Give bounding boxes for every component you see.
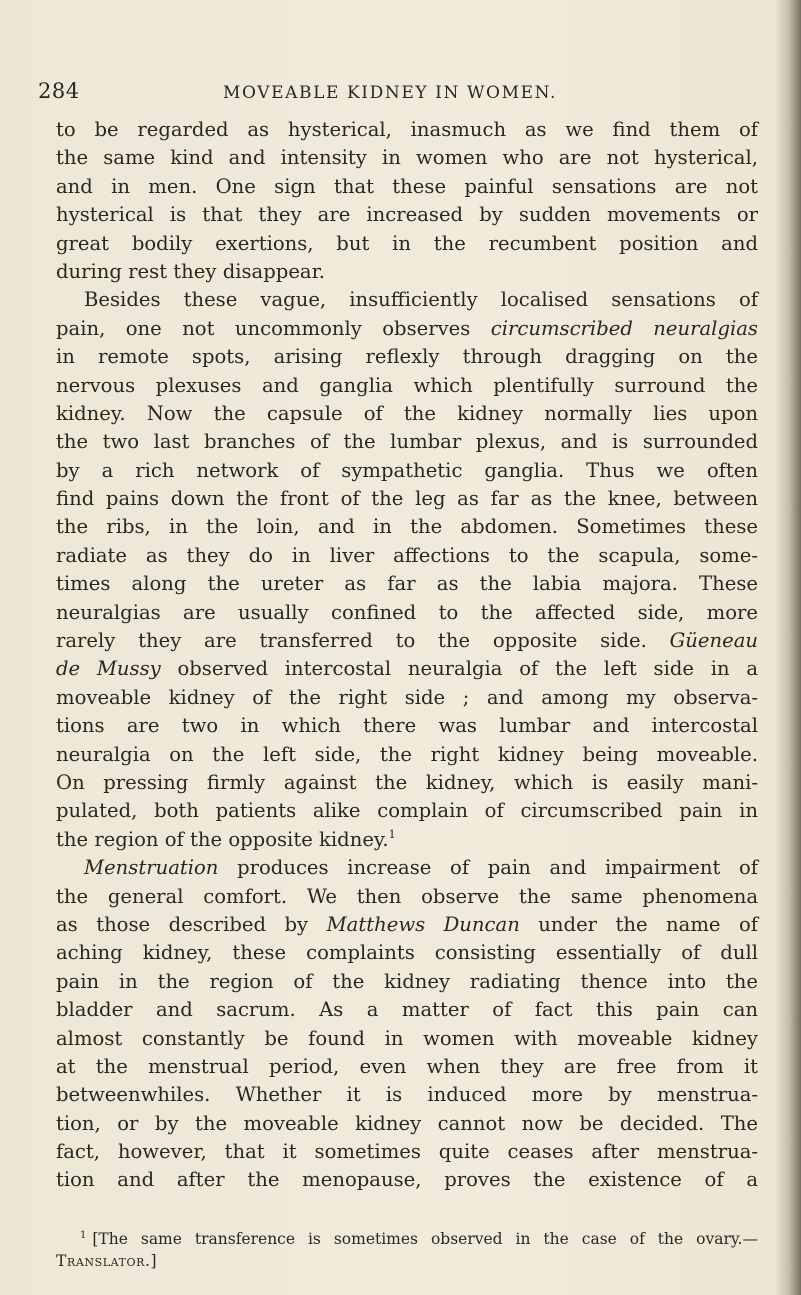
page-number: 284 (38, 79, 80, 103)
footnote-text: [The same transference is sometimes observed in the case of the ovary.— (92, 1230, 758, 1248)
text-line (56, 627, 758, 655)
text-line: pain in the region of the kidney radiating thence into the (56, 969, 758, 993)
text-line: tions are two in which there was lumbar and intercostal (56, 714, 758, 738)
text-line: almost constantly be found in women with moveable kidney (56, 1026, 758, 1050)
text-line: great bodily exertions, but in the recumbent position and (56, 231, 758, 255)
body-text (56, 116, 758, 1195)
italic-name: de Mussy (56, 657, 161, 681)
text-line: by a rich network of sympathetic ganglia. Thus we often (56, 458, 758, 482)
text-line: moveable kidney of the right side ; and among my observa- (56, 685, 758, 709)
text-line (56, 911, 758, 939)
text-line: On pressing firmly against the kidney, which is easily mani- (56, 770, 758, 794)
text-line: tion and after the menopause, proves the existence of a (56, 1168, 758, 1192)
text-line: in remote spots, arising reflexly through dragging on the (56, 345, 758, 369)
footnote-line (56, 1228, 758, 1250)
text-line (56, 315, 758, 343)
text-line: during rest they disappear. (56, 259, 326, 283)
text-fragment: observed intercostal neuralgia of the left side in a (177, 657, 758, 681)
text-line: Besides these vague, insufficiently localised sensations of (84, 288, 758, 312)
text-line: fact, however, that it sometimes quite ceases after menstrua- (56, 1140, 758, 1164)
text-line: at the menstrual period, even when they are free from it (56, 1054, 758, 1078)
footnote-line: Translator.] (56, 1252, 158, 1270)
running-head: MOVEABLE KIDNEY IN WOMEN. (223, 83, 557, 103)
text-line: hysterical is that they are increased by sudden movements or (56, 203, 758, 227)
text-line: the general comfort. We then observe the same phenomena (56, 884, 758, 908)
text-line: aching kidney, these complaints consisting essentially of dull (56, 941, 758, 965)
text-fragment: produces increase of pain and impairment of (237, 856, 759, 880)
text-line: the same kind and intensity in women who are not hysterical, (56, 146, 758, 170)
text-fragment: under the name of (538, 912, 759, 936)
italic-term: Menstruation (84, 856, 219, 880)
text-line (56, 826, 758, 854)
text-line: and in men. One sign that these painful sensations are not (56, 174, 758, 198)
text-line: kidney. Now the capsule of the kidney normally lies upon (56, 401, 758, 425)
text-fragment: as those described by (56, 912, 309, 936)
text-line: nervous plexuses and ganglia which plentifully surround the (56, 373, 758, 397)
text-line (56, 854, 758, 882)
text-line: betweenwhiles. Whether it is induced more by menstrua- (56, 1083, 758, 1107)
text-fragment: the region of the opposite kidney. (56, 827, 389, 851)
footnote (56, 1228, 758, 1272)
text-line: find pains down the front of the leg as far as the knee, between (56, 487, 758, 511)
text-fragment: pain, one not uncommonly observes (56, 316, 471, 340)
text-line: the ribs, in the loin, and in the abdomen. Sometimes these (56, 515, 758, 539)
text-line: times along the ureter as far as the labia majora. These (56, 572, 758, 596)
page-edge-shadow (775, 0, 801, 1295)
text-line: to be regarded as hysterical, inasmuch as we find them of (56, 118, 758, 141)
text-line: the two last branches of the lumbar plexus, and is surrounded (56, 430, 758, 454)
italic-name: Matthews Duncan (326, 912, 520, 936)
footnote-mark: 1 (80, 1230, 87, 1241)
text-line: tion, or by the moveable kidney cannot now be decided. The (56, 1111, 758, 1135)
italic-name: Güeneau (669, 629, 758, 653)
text-fragment: rarely they are transferred to the opposite side. (56, 629, 647, 653)
text-line (56, 655, 758, 683)
text-line: radiate as they do in liver affections to the scapula, some- (56, 543, 758, 567)
text-line: pulated, both patients alike complain of circumscribed pain in (56, 799, 758, 823)
text-line: bladder and sacrum. As a matter of fact this pain can (56, 998, 758, 1022)
text-line: neuralgia on the left side, the right kidney being moveable. (56, 742, 758, 766)
italic-term: circumscribed neuralgias (490, 316, 758, 340)
footnote-reference: 1 (388, 827, 396, 841)
text-line: neuralgias are usually confined to the affected side, more (56, 600, 758, 624)
